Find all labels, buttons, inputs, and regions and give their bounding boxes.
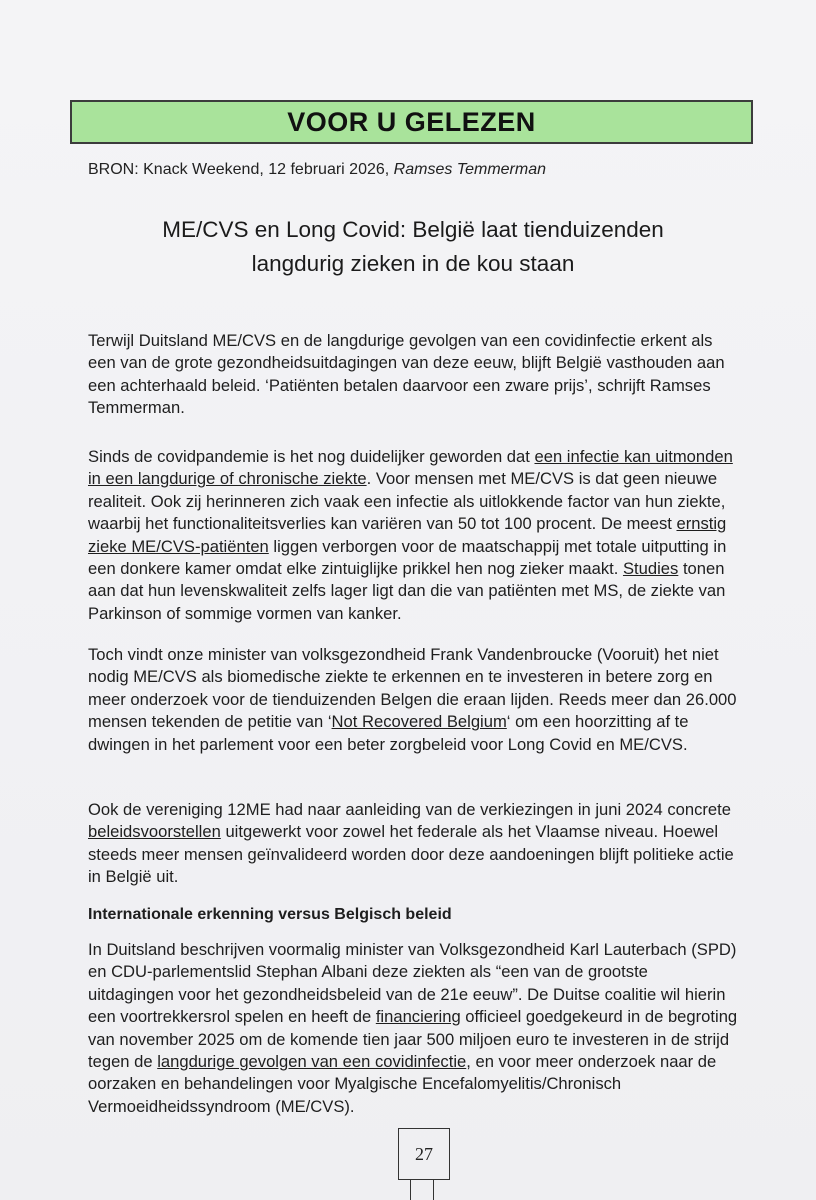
article-title-line-2: langdurig zieken in de kou staan xyxy=(251,251,575,276)
p1-link-severe-patients[interactable]: ernstig zieke ME/CVS-patiënten xyxy=(88,514,727,556)
p1-link-studies[interactable]: Studies xyxy=(622,559,679,579)
p2-text-a: Toch vindt onze minister van volksgezondheid Frank Vandenbroucke (Vooruit) het niet nodig ME/CVS als biomedische ziekte te erkennen en te investeren in betere zorg en meer onderzoek voor de tienduizenden Belgen die eraan lijden. Reeds meer dan 26.000 mensen tekenden de petitie van ‘ xyxy=(88,645,737,732)
p3-link-policy-proposals[interactable]: beleidsvoorstellen xyxy=(88,822,221,842)
p3-text-a: Ook de vereniging 12ME had naar aanleiding van de verkiezingen in juni 2024 concrete xyxy=(88,800,731,819)
p4-link-long-covid[interactable]: langdurige gevolgen van een covidinfectie xyxy=(157,1052,467,1072)
section-header-box xyxy=(70,100,753,144)
source-label: BRON: Knack Weekend, 12 februari 2026, xyxy=(88,161,394,178)
section-subheading: Internationale erkenning versus Belgisch beleid xyxy=(88,906,452,923)
p1-text-c: liggen verborgen voor de maatschappij met totale uitputting in een donkere kamer omdat elke zintuiglijke prikkel hen nog zieker maakt. xyxy=(88,536,727,579)
page-number: 27 xyxy=(415,1143,433,1164)
source-author: Ramses Temmerman xyxy=(393,161,546,178)
p4-text-c: , en voor meer onderzoek naar de oorzaken en behandelingen voor Myalgische Encefalomyelitis/Chronisch Vermoeidheidssyndroom (ME/CVS). xyxy=(88,1052,717,1116)
page-number-tab xyxy=(410,1180,434,1200)
article-title xyxy=(88,213,738,281)
p2-link-not-recovered-belgium[interactable]: Not Recovered Belgium xyxy=(331,712,507,732)
paragraph-2 xyxy=(88,644,738,756)
p1-text-d: tonen aan dat hun levenskwaliteit zelfs lager ligt dan die van patiënten met MS, de ziekte van Parkinson of sommige vormen van kanker. xyxy=(88,559,726,623)
source-line xyxy=(88,161,546,179)
page-number-box xyxy=(398,1128,450,1180)
p4-text-a: In Duitsland beschrijven voormalig minister van Volksgezondheid Karl Lauterbach (SPD) en CDU-parlementslid Stephan Albani deze ziekten als “een van de grootste uitdagingen voor het gezondheidsbeleid van de 21e eeuw”. De Duitse coalitie wil hierin een voortrekkersrol spelen en heeft de xyxy=(88,940,737,1027)
p1-link-infection[interactable]: een infectie kan uitmonden in een langdurige of chronische ziekte xyxy=(88,447,733,489)
paragraph-3 xyxy=(88,799,738,889)
p4-link-financing[interactable]: financiering xyxy=(375,1007,461,1027)
paragraph-4 xyxy=(88,939,738,1118)
article-intro: Terwijl Duitsland ME/CVS en de langdurige gevolgen van een covidinfectie erkent als een van de grote gezondheidsuitdagingen van deze eeuw, blijft België vasthouden aan een achterhaald beleid. ‘Patiënten betalen daarvoor een zware prijs’, schrijft Ramses Temmerman. xyxy=(88,331,725,418)
paragraph-1 xyxy=(88,446,738,625)
p1-text-b: . Voor mensen met ME/CVS is dat geen nieuwe realiteit. Ook zij herinneren zich vaak een infectie als uitlokkende factor van hun ziekte, waarbij het functionaliteitsverlies kan variëren van 50 tot 100 procent. De meest xyxy=(88,469,726,534)
article-title-line-1: ME/CVS en Long Covid: België laat tienduizenden xyxy=(162,217,664,242)
p4-text-b: officieel goedgekeurd in de begroting van november 2025 om de komende tien jaar 500 miljoen euro te investeren in de strijd tegen de xyxy=(88,1007,738,1072)
p2-text-b: ‘ om een hoorzitting af te dwingen in het parlement voor een beter zorgbeleid voor Long Covid en ME/CVS. xyxy=(88,712,689,754)
p3-text-b: uitgewerkt voor zowel het federale als het Vlaamse niveau. Hoewel steeds meer mensen geïnvalideerd worden door deze aandoeningen blijft politieke actie in België uit. xyxy=(88,822,734,887)
p1-text-a: Sinds de covidpandemie is het nog duidelijker geworden dat xyxy=(88,447,535,466)
section-header-title: VOOR U GELEZEN xyxy=(287,106,536,137)
